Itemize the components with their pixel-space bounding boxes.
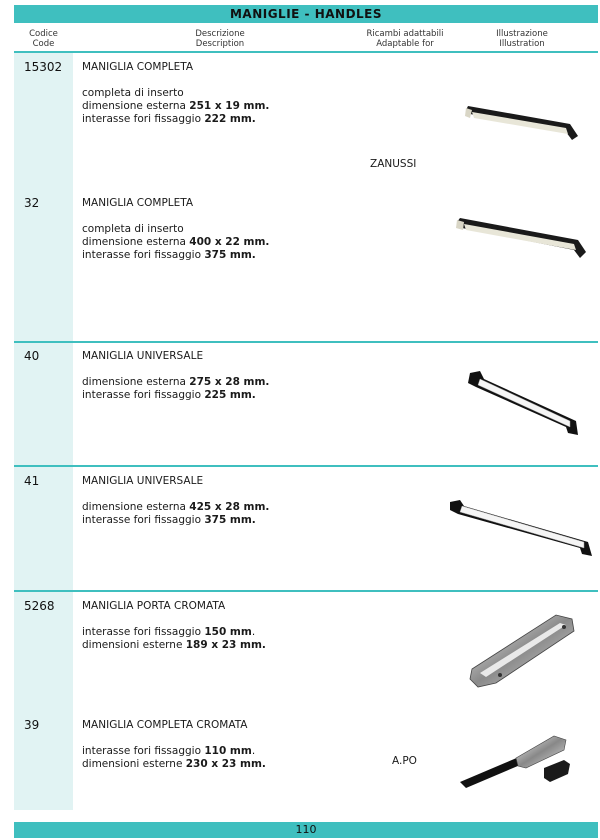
product-description [82, 350, 362, 402]
header-desc-en: Description [195, 39, 245, 49]
code-column-band [14, 592, 73, 810]
desc-line: interasse fori fissaggio 225 mm. [82, 389, 256, 401]
header-description [90, 29, 350, 51]
section-divider [14, 590, 598, 592]
section-divider [14, 341, 598, 343]
code-column-band [14, 53, 73, 341]
header-fit-it: Ricambi adattabili [366, 29, 444, 39]
product-description [82, 719, 362, 771]
product-name: MANIGLIA COMPLETA [82, 197, 194, 209]
handle-black-short-icon [462, 96, 582, 146]
desc-line: interasse fori fissaggio 110 mm. [82, 745, 256, 757]
handle-black-long-icon [454, 210, 590, 264]
desc-line: dimensioni esterne 189 x 23 mm. [82, 639, 266, 651]
desc-line: interasse fori fissaggio 375 mm. [82, 249, 256, 261]
product-name: MANIGLIA UNIVERSALE [82, 475, 204, 487]
header-fit-en: Adaptable for [376, 39, 434, 49]
header-code [14, 29, 73, 51]
desc-line: interasse fori fissaggio 150 mm. [82, 626, 256, 638]
product-name: MANIGLIA COMPLETA CROMATA [82, 719, 248, 731]
desc-line: completa di inserto [82, 87, 184, 99]
product-code: 32 [24, 196, 40, 210]
product-description [82, 600, 362, 652]
desc-line: completa di inserto [82, 223, 184, 235]
product-description [82, 61, 362, 126]
adaptable-brand: A.PO [392, 755, 417, 767]
header-illustration [472, 29, 572, 51]
handle-universal-long-icon [448, 496, 596, 560]
page-number: 110 [14, 822, 598, 838]
desc-line: dimensione esterna 251 x 19 mm. [82, 100, 270, 112]
desc-line: dimensioni esterne 230 x 23 mm. [82, 758, 266, 770]
desc-line: dimensione esterna 425 x 28 mm. [82, 501, 270, 513]
code-column-band [14, 343, 73, 465]
header-code-en: Code [32, 39, 55, 49]
product-code: 5268 [24, 599, 55, 613]
product-code: 40 [24, 349, 40, 363]
desc-line: dimensione esterna 400 x 22 mm. [82, 236, 270, 248]
product-code: 15302 [24, 60, 63, 74]
header-desc-it: Descrizione [195, 29, 245, 39]
product-description [82, 197, 362, 262]
code-column-band [14, 467, 73, 590]
handle-chrome-door-icon [466, 609, 578, 691]
handle-universal-short-icon [462, 369, 582, 439]
handle-chrome-complete-icon [456, 732, 580, 792]
header-code-it: Codice [29, 29, 58, 39]
product-name: MANIGLIA COMPLETA [82, 61, 194, 73]
desc-line: interasse fori fissaggio 375 mm. [82, 514, 256, 526]
page-title: MANIGLIE - HANDLES [14, 5, 598, 23]
header-adaptable [355, 29, 455, 51]
header-illus-it: Illustrazione [496, 29, 548, 39]
adaptable-brand: ZANUSSI [370, 158, 417, 170]
product-description [82, 475, 362, 527]
section-divider [14, 465, 598, 467]
product-name: MANIGLIA PORTA CROMATA [82, 600, 226, 612]
header-illus-en: Illustration [499, 39, 545, 49]
header-divider [14, 51, 598, 53]
desc-line: interasse fori fissaggio 222 mm. [82, 113, 256, 125]
product-code: 39 [24, 718, 40, 732]
product-name: MANIGLIA UNIVERSALE [82, 350, 204, 362]
product-code: 41 [24, 474, 40, 488]
desc-line: dimensione esterna 275 x 28 mm. [82, 376, 270, 388]
